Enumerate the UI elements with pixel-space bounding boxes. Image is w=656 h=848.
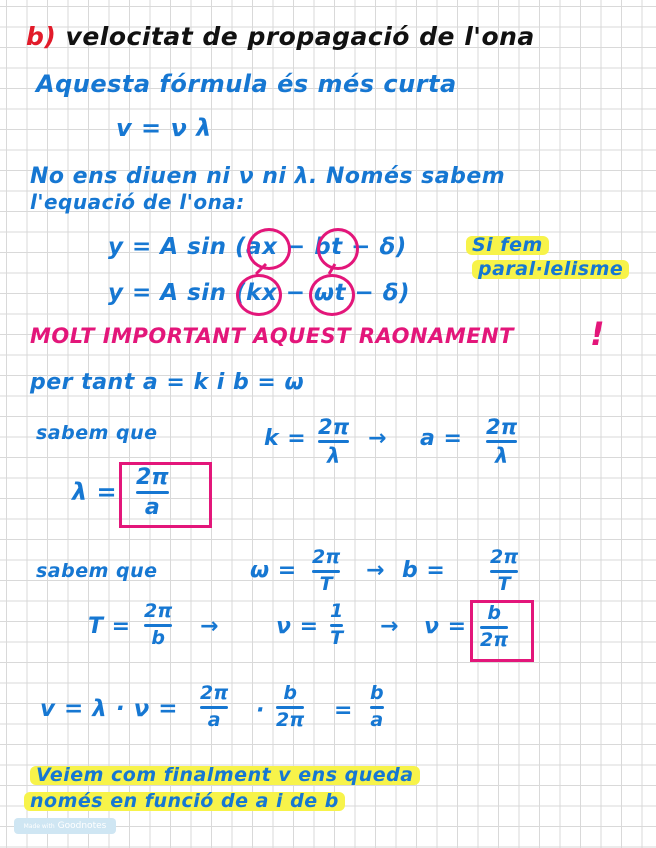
goodnotes-badge[interactable] [14,818,116,834]
equals-sign: = [334,698,353,723]
wave-equation-general: y = A sin (ax − bt − δ) [108,234,407,260]
arrow-4: → [380,614,399,639]
main-formula: v = ν λ [116,114,212,142]
denominator: b [151,626,165,649]
omega-equals: ω = [250,558,297,583]
denominator: 2π [276,708,305,731]
denominator: λ [326,444,341,469]
numerator: b [370,682,384,704]
arrow-3: → [200,614,219,639]
conclusion-line-2: només en funció de a i de b [24,792,345,811]
numerator: 2π [318,415,350,439]
title-text: velocitat de propagació de l'ona [65,22,535,51]
b-equals: b = [402,558,446,583]
note-line-1: No ens diuen ni ν ni λ. Només sabem [30,164,506,189]
nu-equals-2: ν = [424,614,467,639]
numerator: 2π [200,682,229,704]
side-note-1: Si fem [466,236,549,255]
sabem-que-1: sabem que [36,422,158,444]
denominator: a [370,708,384,731]
side-note-2: paral·lelisme [472,260,629,279]
denominator: λ [494,444,509,469]
numerator: 2π [136,465,169,490]
numerator: 2π [312,546,341,568]
multiply-dot: · [256,698,265,723]
denominator: 2π [480,628,509,651]
intro-text: Aquesta fórmula és més curta [36,70,457,98]
denominator: a [144,495,160,521]
connector-b-omega [329,264,335,274]
denominator: T [497,572,511,595]
arrow-2: → [366,558,385,583]
T-equals: T = [88,614,131,639]
badge-brand: Goodnotes [57,821,107,831]
exclamation-mark: ! [590,315,606,353]
numerator: 1 [330,600,344,622]
denominator: a [207,708,221,731]
numerator: 2π [490,546,519,568]
connector-a-k [256,264,266,274]
badge-small-text: Made with [23,822,55,830]
conclusion-line-1: Veiem com finalment v ens queda [30,766,420,785]
important-note: MOLT IMPORTANT AQUEST RAONAMENT [30,324,514,348]
numerator: b [283,682,297,704]
final-v-equals: v = λ · ν = [40,696,179,722]
part-label: b) [26,22,57,51]
numerator: b [487,602,501,624]
note-line-2: l'equació de l'ona: [30,190,245,214]
denominator: T [330,626,344,649]
lambda-equals: λ = [72,478,118,506]
k-equals: k = [264,426,307,451]
therefore-line: per tant a = k i b = ω [30,370,305,395]
numerator: 2π [144,600,173,622]
sabem-que-2: sabem que [36,560,158,582]
a-equals: a = [420,426,463,451]
denominator: T [319,572,333,595]
nu-equals-1: ν = [276,614,319,639]
arrow-1: → [368,426,387,451]
numerator: 2π [486,415,518,439]
wave-equation-standard: y = A sin (kx − ωt − δ) [108,280,411,306]
